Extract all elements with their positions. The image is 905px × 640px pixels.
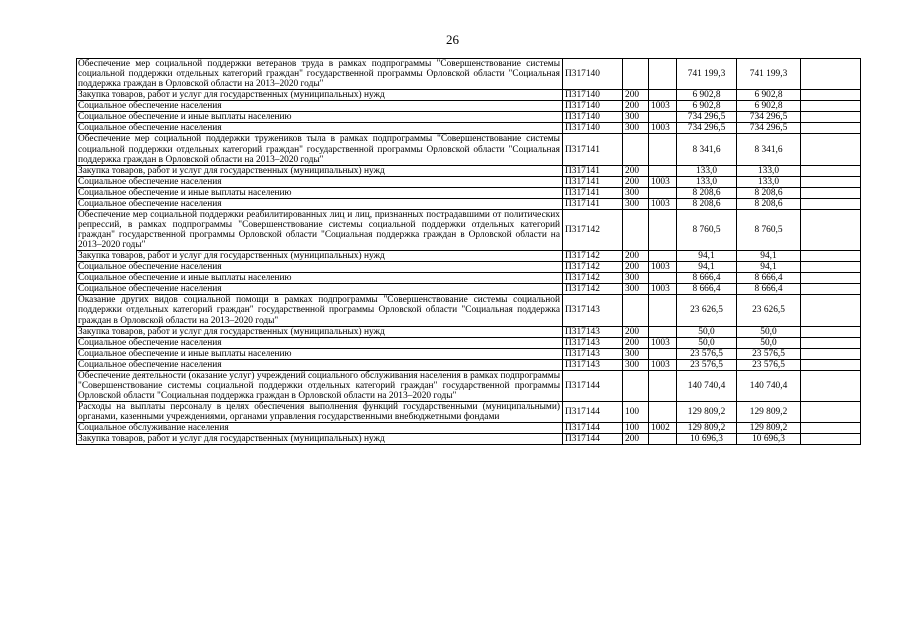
row-name-cell: Социальное обслуживание населения bbox=[77, 423, 563, 434]
amount-total-cell: 129 809,2 bbox=[737, 423, 801, 434]
amount-cell: 23 626,5 bbox=[677, 295, 737, 326]
target-code-cell: П317144 bbox=[563, 402, 623, 423]
page-number: 26 bbox=[446, 32, 459, 47]
expense-type-cell: 300 bbox=[623, 187, 649, 198]
table-row bbox=[77, 295, 861, 326]
amount-total-cell: 6 902,8 bbox=[737, 90, 801, 101]
expense-type-cell: 100 bbox=[623, 402, 649, 423]
amount-cell: 8 666,4 bbox=[677, 273, 737, 284]
section-code-cell: 1003 bbox=[649, 262, 677, 273]
empty-cell bbox=[801, 273, 861, 284]
amount-cell: 8 341,6 bbox=[677, 134, 737, 165]
table-row bbox=[77, 134, 861, 165]
amount-total-cell: 10 696,3 bbox=[737, 434, 801, 445]
amount-total-cell: 6 902,8 bbox=[737, 101, 801, 112]
section-code-cell bbox=[649, 273, 677, 284]
expense-type-cell bbox=[623, 295, 649, 326]
expense-type-cell: 200 bbox=[623, 90, 649, 101]
target-code-cell: П317142 bbox=[563, 273, 623, 284]
budget-table bbox=[76, 58, 861, 445]
table-row bbox=[77, 90, 861, 101]
row-name-cell: Обеспечение мер социальной поддержки тружеников тыла в рамках подпрограммы "Совершенствование системы социальной поддержки отдельных категорий граждан" государственной программы Орловской области "Социальная поддержка граждан в Орловской области на 2013–2020 годы" bbox=[77, 134, 563, 165]
amount-cell: 50,0 bbox=[677, 337, 737, 348]
table-row bbox=[77, 273, 861, 284]
amount-cell: 133,0 bbox=[677, 176, 737, 187]
table-row bbox=[77, 59, 861, 90]
target-code-cell: П317142 bbox=[563, 284, 623, 295]
empty-cell bbox=[801, 337, 861, 348]
expense-type-cell: 300 bbox=[623, 359, 649, 370]
expense-type-cell bbox=[623, 134, 649, 165]
expense-type-cell: 200 bbox=[623, 165, 649, 176]
section-code-cell: 1003 bbox=[649, 198, 677, 209]
expense-type-cell: 200 bbox=[623, 101, 649, 112]
empty-cell bbox=[801, 348, 861, 359]
row-name-cell: Социальное обеспечение населения bbox=[77, 123, 563, 134]
amount-cell: 140 740,4 bbox=[677, 370, 737, 401]
amount-cell: 8 666,4 bbox=[677, 284, 737, 295]
amount-cell: 8 760,5 bbox=[677, 209, 737, 250]
amount-cell: 129 809,2 bbox=[677, 423, 737, 434]
amount-total-cell: 23 576,5 bbox=[737, 359, 801, 370]
target-code-cell: П317141 bbox=[563, 187, 623, 198]
amount-cell: 6 902,8 bbox=[677, 101, 737, 112]
amount-cell: 6 902,8 bbox=[677, 90, 737, 101]
empty-cell bbox=[801, 123, 861, 134]
amount-total-cell: 50,0 bbox=[737, 326, 801, 337]
table-row bbox=[77, 348, 861, 359]
empty-cell bbox=[801, 59, 861, 90]
empty-cell bbox=[801, 101, 861, 112]
empty-cell bbox=[801, 262, 861, 273]
expense-type-cell bbox=[623, 370, 649, 401]
amount-total-cell: 8 666,4 bbox=[737, 284, 801, 295]
section-code-cell: 1003 bbox=[649, 284, 677, 295]
table-row bbox=[77, 176, 861, 187]
table-row bbox=[77, 370, 861, 401]
table-row bbox=[77, 165, 861, 176]
target-code-cell: П317143 bbox=[563, 359, 623, 370]
target-code-cell: П317144 bbox=[563, 370, 623, 401]
section-code-cell: 1003 bbox=[649, 337, 677, 348]
section-code-cell bbox=[649, 370, 677, 401]
empty-cell bbox=[801, 284, 861, 295]
section-code-cell bbox=[649, 112, 677, 123]
expense-type-cell: 200 bbox=[623, 262, 649, 273]
table-row bbox=[77, 337, 861, 348]
target-code-cell: П317143 bbox=[563, 295, 623, 326]
amount-total-cell: 129 809,2 bbox=[737, 402, 801, 423]
amount-total-cell: 734 296,5 bbox=[737, 123, 801, 134]
table-row bbox=[77, 359, 861, 370]
table-row bbox=[77, 423, 861, 434]
section-code-cell: 1003 bbox=[649, 359, 677, 370]
target-code-cell: П317141 bbox=[563, 198, 623, 209]
amount-total-cell: 23 626,5 bbox=[737, 295, 801, 326]
expense-type-cell: 200 bbox=[623, 326, 649, 337]
row-name-cell: Социальное обеспечение населения bbox=[77, 198, 563, 209]
section-code-cell bbox=[649, 402, 677, 423]
amount-total-cell: 50,0 bbox=[737, 337, 801, 348]
target-code-cell: П317140 bbox=[563, 101, 623, 112]
amount-total-cell: 8 208,6 bbox=[737, 187, 801, 198]
expense-type-cell: 300 bbox=[623, 348, 649, 359]
empty-cell bbox=[801, 187, 861, 198]
table-row bbox=[77, 262, 861, 273]
amount-total-cell: 8 208,6 bbox=[737, 198, 801, 209]
expense-type-cell bbox=[623, 59, 649, 90]
amount-cell: 734 296,5 bbox=[677, 112, 737, 123]
row-name-cell: Социальное обеспечение и иные выплаты населению bbox=[77, 273, 563, 284]
amount-cell: 23 576,5 bbox=[677, 359, 737, 370]
empty-cell bbox=[801, 251, 861, 262]
expense-type-cell: 200 bbox=[623, 251, 649, 262]
row-name-cell: Закупка товаров, работ и услуг для государственных (муниципальных) нужд bbox=[77, 90, 563, 101]
target-code-cell: П317141 bbox=[563, 165, 623, 176]
amount-cell: 741 199,3 bbox=[677, 59, 737, 90]
expense-type-cell: 100 bbox=[623, 423, 649, 434]
table-row bbox=[77, 209, 861, 250]
amount-cell: 129 809,2 bbox=[677, 402, 737, 423]
row-name-cell: Обеспечение деятельности (оказание услуг) учреждений социального обслуживания населения в рамках подпрограммы "Совершенствование системы социальной поддержки отдельных категорий граждан" государственной программы Орловской области "Социальная поддержка граждан в Орловской области на 2013–2020 годы" bbox=[77, 370, 563, 401]
table-row bbox=[77, 187, 861, 198]
empty-cell bbox=[801, 90, 861, 101]
section-code-cell bbox=[649, 134, 677, 165]
amount-total-cell: 140 740,4 bbox=[737, 370, 801, 401]
section-code-cell bbox=[649, 251, 677, 262]
row-name-cell: Закупка товаров, работ и услуг для государственных (муниципальных) нужд bbox=[77, 251, 563, 262]
amount-cell: 8 208,6 bbox=[677, 187, 737, 198]
amount-total-cell: 734 296,5 bbox=[737, 112, 801, 123]
row-name-cell: Социальное обеспечение населения bbox=[77, 337, 563, 348]
row-name-cell: Социальное обеспечение и иные выплаты населению bbox=[77, 112, 563, 123]
row-name-cell: Социальное обеспечение населения bbox=[77, 176, 563, 187]
row-name-cell: Социальное обеспечение населения bbox=[77, 262, 563, 273]
row-name-cell: Закупка товаров, работ и услуг для государственных (муниципальных) нужд bbox=[77, 165, 563, 176]
table-row bbox=[77, 326, 861, 337]
empty-cell bbox=[801, 434, 861, 445]
amount-cell: 8 208,6 bbox=[677, 198, 737, 209]
amount-cell: 734 296,5 bbox=[677, 123, 737, 134]
table-row bbox=[77, 402, 861, 423]
row-name-cell: Закупка товаров, работ и услуг для государственных (муниципальных) нужд bbox=[77, 326, 563, 337]
row-name-cell: Закупка товаров, работ и услуг для государственных (муниципальных) нужд bbox=[77, 434, 563, 445]
target-code-cell: П317142 bbox=[563, 262, 623, 273]
amount-cell: 94,1 bbox=[677, 251, 737, 262]
section-code-cell bbox=[649, 90, 677, 101]
amount-cell: 133,0 bbox=[677, 165, 737, 176]
section-code-cell bbox=[649, 348, 677, 359]
table-row bbox=[77, 284, 861, 295]
empty-cell bbox=[801, 112, 861, 123]
amount-total-cell: 94,1 bbox=[737, 251, 801, 262]
amount-total-cell: 741 199,3 bbox=[737, 59, 801, 90]
table-row bbox=[77, 198, 861, 209]
target-code-cell: П317143 bbox=[563, 337, 623, 348]
empty-cell bbox=[801, 165, 861, 176]
row-name-cell: Социальное обеспечение и иные выплаты населению bbox=[77, 348, 563, 359]
row-name-cell: Социальное обеспечение населения bbox=[77, 284, 563, 295]
row-name-cell: Социальное обеспечение населения bbox=[77, 359, 563, 370]
row-name-cell: Расходы на выплаты персоналу в целях обеспечения выполнения функций государственными (муниципальными) органами, казенными учреждениями, органами управления государственными внебюджетными фондами bbox=[77, 402, 563, 423]
section-code-cell bbox=[649, 187, 677, 198]
row-name-cell: Социальное обеспечение населения bbox=[77, 101, 563, 112]
empty-cell bbox=[801, 423, 861, 434]
amount-total-cell: 133,0 bbox=[737, 165, 801, 176]
row-name-cell: Социальное обеспечение и иные выплаты населению bbox=[77, 187, 563, 198]
target-code-cell: П317144 bbox=[563, 434, 623, 445]
target-code-cell: П317140 bbox=[563, 112, 623, 123]
expense-type-cell: 300 bbox=[623, 284, 649, 295]
amount-total-cell: 8 666,4 bbox=[737, 273, 801, 284]
empty-cell bbox=[801, 370, 861, 401]
section-code-cell: 1003 bbox=[649, 176, 677, 187]
expense-type-cell: 200 bbox=[623, 176, 649, 187]
empty-cell bbox=[801, 134, 861, 165]
target-code-cell: П317140 bbox=[563, 90, 623, 101]
amount-total-cell: 8 341,6 bbox=[737, 134, 801, 165]
section-code-cell bbox=[649, 59, 677, 90]
expense-type-cell: 300 bbox=[623, 198, 649, 209]
amount-cell: 50,0 bbox=[677, 326, 737, 337]
empty-cell bbox=[801, 209, 861, 250]
expense-type-cell: 300 bbox=[623, 123, 649, 134]
empty-cell bbox=[801, 402, 861, 423]
row-name-cell: Обеспечение мер социальной поддержки реабилитированных лиц и лиц, признанных пострадавшими от политических репрессий, в рамках подпрограммы "Совершенствование системы социальной поддержки отдельных категорий граждан" государственной программы Орловской области "Социальная поддержка граждан в Орловской области на 2013–2020 годы" bbox=[77, 209, 563, 250]
expense-type-cell: 200 bbox=[623, 434, 649, 445]
target-code-cell: П317140 bbox=[563, 59, 623, 90]
table-row bbox=[77, 112, 861, 123]
row-name-cell: Оказание других видов социальной помощи в рамках подпрограммы "Совершенствование системы социальной поддержки отдельных категорий граждан" государственной программы Орловской области "Социальная поддержка граждан в Орловской области на 2013–2020 годы" bbox=[77, 295, 563, 326]
expense-type-cell: 300 bbox=[623, 273, 649, 284]
target-code-cell: П317142 bbox=[563, 251, 623, 262]
row-name-cell: Обеспечение мер социальной поддержки ветеранов труда в рамках подпрограммы "Совершенствование системы социальной поддержки отдельных категорий граждан" государственной программы Орловской области "Социальная поддержка граждан в Орловской области на 2013–2020 годы" bbox=[77, 59, 563, 90]
target-code-cell: П317141 bbox=[563, 134, 623, 165]
table-row bbox=[77, 101, 861, 112]
amount-total-cell: 8 760,5 bbox=[737, 209, 801, 250]
empty-cell bbox=[801, 295, 861, 326]
section-code-cell bbox=[649, 295, 677, 326]
target-code-cell: П317144 bbox=[563, 423, 623, 434]
table-row bbox=[77, 123, 861, 134]
empty-cell bbox=[801, 359, 861, 370]
table-row bbox=[77, 251, 861, 262]
table-row bbox=[77, 434, 861, 445]
target-code-cell: П317143 bbox=[563, 326, 623, 337]
section-code-cell bbox=[649, 434, 677, 445]
amount-cell: 94,1 bbox=[677, 262, 737, 273]
amount-cell: 23 576,5 bbox=[677, 348, 737, 359]
amount-total-cell: 94,1 bbox=[737, 262, 801, 273]
expense-type-cell bbox=[623, 209, 649, 250]
empty-cell bbox=[801, 326, 861, 337]
section-code-cell bbox=[649, 165, 677, 176]
empty-cell bbox=[801, 176, 861, 187]
section-code-cell: 1003 bbox=[649, 123, 677, 134]
expense-type-cell: 200 bbox=[623, 337, 649, 348]
empty-cell bbox=[801, 198, 861, 209]
section-code-cell bbox=[649, 209, 677, 250]
target-code-cell: П317142 bbox=[563, 209, 623, 250]
amount-total-cell: 23 576,5 bbox=[737, 348, 801, 359]
target-code-cell: П317140 bbox=[563, 123, 623, 134]
amount-cell: 10 696,3 bbox=[677, 434, 737, 445]
amount-total-cell: 133,0 bbox=[737, 176, 801, 187]
expense-type-cell: 300 bbox=[623, 112, 649, 123]
section-code-cell: 1003 bbox=[649, 101, 677, 112]
section-code-cell bbox=[649, 326, 677, 337]
target-code-cell: П317143 bbox=[563, 348, 623, 359]
target-code-cell: П317141 bbox=[563, 176, 623, 187]
section-code-cell: 1002 bbox=[649, 423, 677, 434]
